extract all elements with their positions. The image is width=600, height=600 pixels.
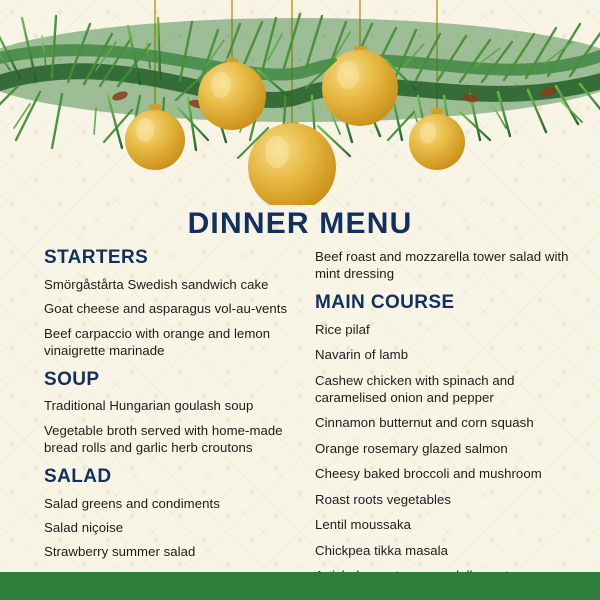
section-heading-salad: SALAD <box>44 465 112 487</box>
menu-item: Cinnamon butternut and corn squash <box>315 415 534 431</box>
menu-item: Goat cheese and asparagus vol-au-vents <box>44 301 288 317</box>
right-column <box>315 248 580 568</box>
section-heading-soup: SOUP <box>44 368 100 390</box>
menu-item: Chickpea tikka masala <box>315 542 448 558</box>
menu-item: Smörgåstårta Swedish sandwich cake <box>44 276 269 292</box>
footer-bar <box>0 572 600 600</box>
left-column <box>44 248 299 568</box>
page-title: DINNER MENU <box>187 207 413 240</box>
menu-item: Salad niçoise <box>44 520 124 536</box>
pine-garland-decoration <box>0 0 600 205</box>
menu-item: Cheesy baked broccoli and mushroom <box>315 466 542 482</box>
menu-item: Salad greens and condiments <box>44 495 220 511</box>
menu-item: Strawberry summer salad <box>44 544 196 560</box>
section-heading-main-course: MAIN COURSE <box>315 291 455 313</box>
menu-item: Traditional Hungarian goulash soup <box>44 398 254 414</box>
menu-item: Beef roast and mozzarella tower salad with mint dressing <box>315 249 569 282</box>
menu-columns <box>0 248 600 568</box>
menu-item: Lentil moussaka <box>315 517 412 533</box>
menu-item: Beef carpaccio with orange and lemon vinaigrette marinade <box>44 325 271 359</box>
menu-item: Navarin of lamb <box>315 347 409 363</box>
menu-item: Orange rosemary glazed salmon <box>315 440 508 456</box>
menu-item: Roast roots vegetables <box>315 491 451 507</box>
menu-item: Vegetable broth served with home-made bread rolls and garlic herb croutons <box>44 422 283 456</box>
menu-item: Rice pilaf <box>315 321 370 337</box>
section-heading-starters: STARTERS <box>44 247 149 268</box>
menu-item: Cashew chicken with spinach and caramelised onion and pepper <box>315 372 515 405</box>
